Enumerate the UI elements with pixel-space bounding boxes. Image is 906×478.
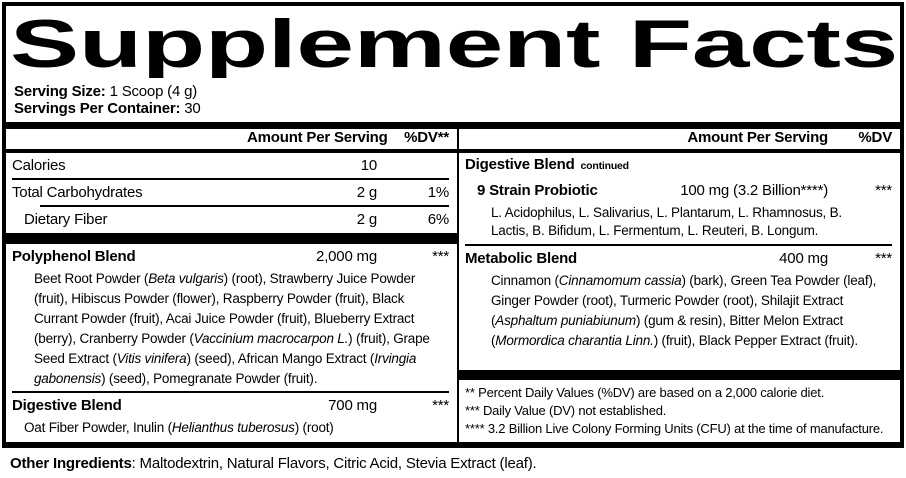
footnote-dv-not-established: *** Daily Value (DV) not established. (465, 403, 667, 418)
blend-header-row (465, 246, 892, 270)
blend-ingredients: Beet Root Powder (Beta vulgaris) (root), Strawberry Juice Powder (fruit), Hibiscus Powder (flower), Raspberry Powder (fruit), Black Currant Powder (fruit), Acai Juice Powder (fruit), Blueberry Extract (berry), Cranberry Powder (Vaccinium macrocarpon L.) (fruit), Grape Seed Extract (Vitis vinifera) (seed), African Mango Extract (Irvingia gabonensis) (seed), Pomegranate Powder (fruit). (34, 271, 430, 386)
nutrient-name: Dietary Fiber (24, 211, 108, 228)
nutrient-dv: 6% (427, 211, 449, 228)
blend-sub-dv: *** (875, 181, 892, 199)
blend-ingredients: Oat Fiber Powder, Inulin (Helianthus tuberosus) (root) (24, 420, 334, 435)
footnote-dv-basis: ** Percent Daily Values (%DV) are based on a 2,000 calorie diet. (465, 385, 825, 400)
servings-per-container-value: 30 (184, 100, 201, 117)
blend-amount: 2,000 mg (316, 247, 377, 265)
blend-header-row (12, 244, 449, 268)
probiotic-strains-list: L. Acidophilus, L. Salivarius, L. Plantarum, L. Rhamnosus, B. Lactis, B. Bifidum, L. Fermentum, L. Reuteri, B. Longum. (491, 205, 842, 238)
servings-per-container-row (14, 100, 900, 117)
other-ingredients-row (0, 448, 906, 472)
left-column-header (6, 129, 457, 149)
blend-dv: *** (875, 249, 892, 267)
digestive-blend-continued-header (465, 156, 892, 178)
blend-name: Metabolic Blend (465, 249, 578, 267)
facts-columns (6, 153, 900, 442)
supplement-facts-panel (2, 2, 904, 448)
continued-tag: continued (580, 160, 629, 172)
blend-amount: 400 mg (779, 249, 828, 267)
right-column-header (457, 129, 900, 149)
nutrient-row-dietary-fiber (12, 207, 449, 232)
blend-header-row (12, 393, 449, 417)
digestive-blend-section (12, 391, 449, 438)
nutrient-amount: 2 g (356, 211, 377, 228)
probiotic-row (465, 178, 892, 202)
left-dv-header: %DV** (404, 128, 449, 146)
blend-name: Digestive Blend (465, 156, 575, 173)
serving-size-value: 1 Scoop (4 g) (109, 83, 198, 100)
right-amount-per-serving-header: Amount Per Serving (687, 128, 828, 146)
nutrient-dv: 1% (427, 184, 449, 201)
polyphenol-blend-section (12, 244, 449, 391)
serving-size-label: Serving Size: (14, 83, 110, 100)
left-column (6, 153, 457, 442)
blend-name: Polyphenol Blend (12, 247, 136, 265)
blend-sub-name: 9 Strain Probiotic (477, 181, 598, 199)
right-dv-header: %DV (858, 128, 892, 146)
page-title: Supplement Facts (10, 12, 898, 78)
section-divider-bar (459, 370, 900, 380)
blend-amount: 700 mg (328, 396, 377, 414)
other-ingredients-value: : Maltodextrin, Natural Flavors, Citric Acid, Stevia Extract (leaf). (131, 455, 537, 472)
left-amount-per-serving-header: Amount Per Serving (247, 128, 388, 146)
right-column (457, 153, 900, 442)
serving-size-row (14, 83, 900, 100)
panel-title-wrap (10, 12, 896, 83)
serving-info (6, 83, 900, 117)
nutrient-name: Total Carbohydrates (12, 184, 143, 201)
nutrient-name: Calories (12, 157, 66, 174)
servings-per-container-label: Servings Per Container: (14, 100, 185, 117)
nutrient-row-calories (12, 153, 449, 178)
nutrient-row-total-carbohydrates (12, 180, 449, 205)
footnote-cfu: **** 3.2 Billion Live Colony Forming Units (CFU) at the time of manufacture. (465, 421, 884, 436)
column-headers-row (6, 129, 900, 149)
blend-name: Digestive Blend (12, 396, 122, 414)
other-ingredients-label: Other Ingredients (10, 455, 132, 472)
blend-sub-amount: 100 mg (3.2 Billion****) (680, 181, 828, 199)
blend-ingredients: Cinnamon (Cinnamomum cassia) (bark), Green Tea Powder (leaf), Ginger Powder (root), Turmeric Powder (root), Shilajit Extract (Asphaltum puniabiunum) (gum & resin), Bitter Melon Extract (Mormordica charantia Linn.) (fruit), Black Pepper Extract (fruit). (491, 273, 877, 348)
nutrient-amount: 10 (360, 157, 377, 174)
section-divider-bar (6, 233, 457, 244)
supplement-facts-title-svg (10, 12, 902, 78)
metabolic-blend-section (465, 246, 892, 353)
footnotes (465, 380, 892, 438)
nutrient-amount: 2 g (356, 184, 377, 201)
blend-dv: *** (432, 396, 449, 414)
footnotes-section (465, 369, 892, 438)
blend-dv: *** (432, 247, 449, 265)
